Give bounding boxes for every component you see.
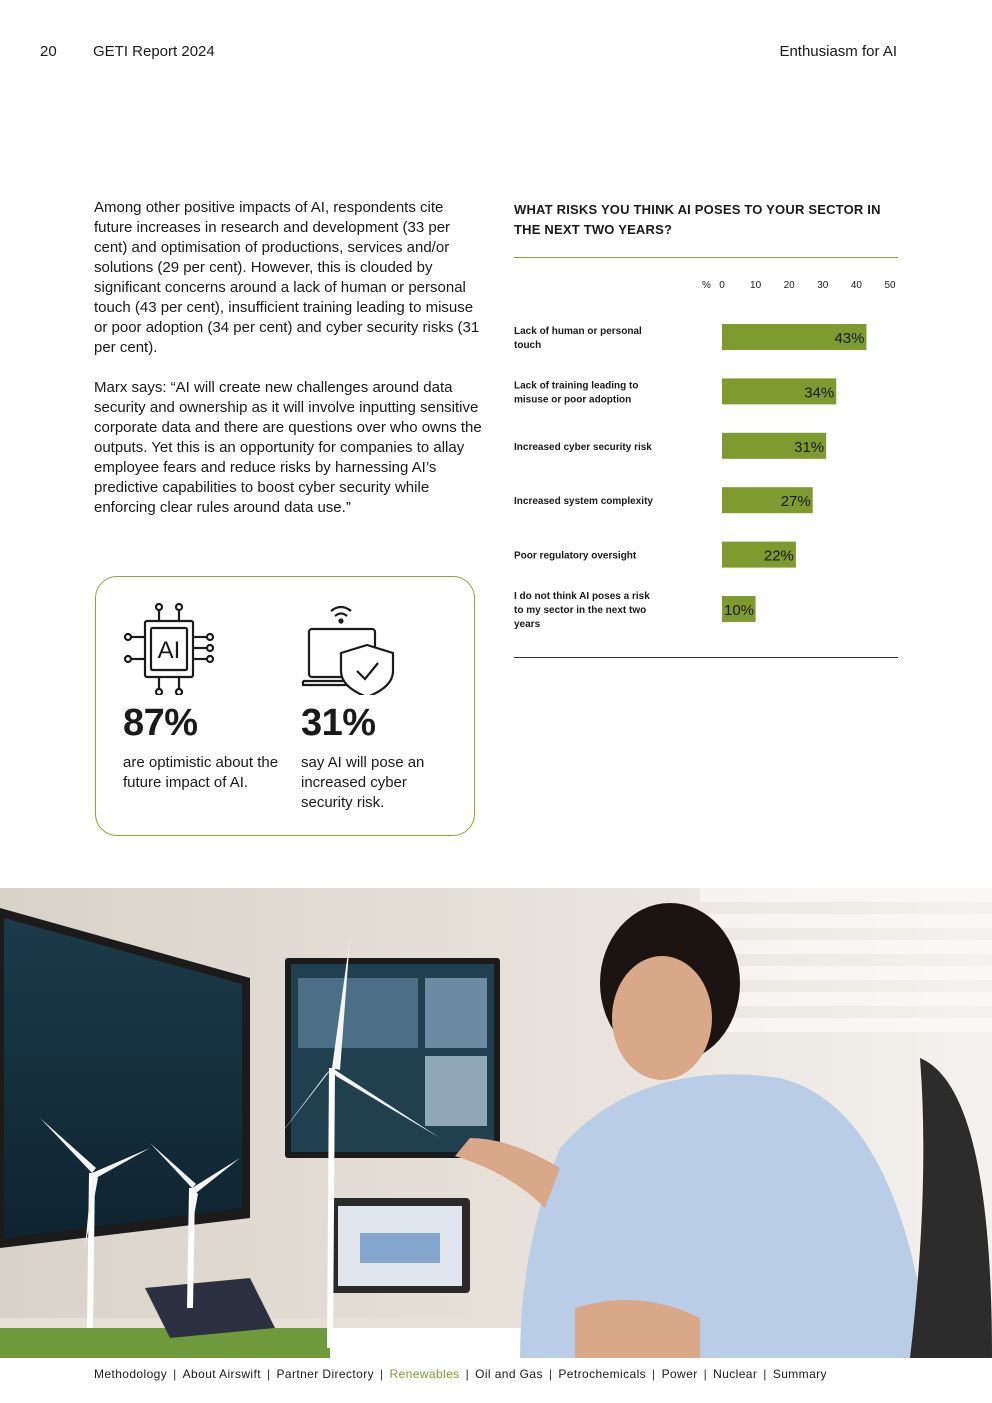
stat-value: 31% <box>301 702 376 744</box>
category-label: Increased system complexity <box>514 496 653 508</box>
data-label: 22% <box>763 547 794 565</box>
stat-value: 87% <box>123 702 198 744</box>
x-tick-label: 0 <box>719 280 725 291</box>
footer-link-nuclear[interactable]: Nuclear <box>713 1367 758 1381</box>
x-tick-label: 20 <box>783 280 795 291</box>
footer-link-about-airswift[interactable]: About Airswift <box>182 1367 261 1381</box>
footer-separator: | <box>652 1367 656 1381</box>
footer-separator: | <box>703 1367 708 1381</box>
photo-man-with-wind-turbine-models <box>0 888 992 1358</box>
category-label: Increased cyber security risk <box>514 441 652 453</box>
stat-cyber-risk <box>301 603 461 813</box>
quote-paragraph: Marx says: “AI will create new challenges around data security and ownership as it will involve inputting sensitive corporate data and there are questions over who owns the outputs. Yet this is an opportunity for companies to allay employee fears and reduce risks by harnessing AI’s predictive capabilities to boost cyber security while enforcing clear rules around data use.” <box>94 379 482 516</box>
footer-separator: | <box>548 1367 553 1381</box>
chart-bottom-rule <box>514 657 898 658</box>
footer-nav <box>94 1367 898 1381</box>
laptop-shield-icon <box>301 603 401 695</box>
report-title: GETI Report 2024 <box>93 43 215 60</box>
axis-unit-label: % <box>702 280 711 291</box>
category-label: Lack of training leading to misuse or poor adoption <box>514 380 639 406</box>
page-header <box>40 43 897 63</box>
risk-bar-chart <box>514 200 898 630</box>
footer-link-partner-directory[interactable]: Partner Directory <box>276 1367 374 1381</box>
stat-description: are optimistic about the future impact of AI. <box>123 754 279 791</box>
svg-text:AI: AI <box>157 637 181 664</box>
body-text <box>94 198 482 538</box>
footer-link-methodology[interactable]: Methodology <box>94 1367 168 1381</box>
x-tick-label: 50 <box>884 280 896 291</box>
footer-link-power[interactable]: Power <box>661 1367 698 1381</box>
footer-separator: | <box>380 1367 384 1381</box>
stat-optimistic <box>123 603 283 793</box>
chart-title: WHAT RISKS YOU THINK AI POSES TO YOUR SECTOR IN THE NEXT TWO YEARS? <box>514 202 881 237</box>
category-label: I do not think AI poses a risk to my sector in the next two years <box>514 591 650 630</box>
photo-illustration <box>0 888 992 1358</box>
footer-link-oil-and-gas[interactable]: Oil and Gas <box>475 1367 543 1381</box>
stat-description: say AI will pose an increased cyber security risk. <box>301 754 425 811</box>
x-tick-label: 10 <box>750 280 762 291</box>
x-tick-label: 40 <box>850 280 862 291</box>
stats-card <box>95 576 475 836</box>
ai-chip-icon <box>123 603 223 695</box>
data-label: 34% <box>804 384 835 402</box>
data-label: 43% <box>834 330 865 347</box>
page-number: 20 <box>40 43 57 60</box>
section-title: Enthusiasm for AI <box>779 43 897 60</box>
data-label: 27% <box>780 493 811 511</box>
data-label: 31% <box>794 438 825 456</box>
footer-separator: | <box>266 1367 271 1381</box>
data-label: 10% <box>724 602 755 619</box>
footer-separator: | <box>465 1367 470 1381</box>
footer-separator: | <box>763 1367 767 1381</box>
footer-link-petrochemicals[interactable]: Petrochemicals <box>558 1367 647 1381</box>
chart-plot <box>514 200 898 660</box>
category-label: Lack of human or personal touch <box>514 326 642 351</box>
paragraph: Among other positive impacts of AI, respondents cite future increases in research and development (33 per cent) and optimisation of productions, services and/or solutions (29 per cent). However, this is clouded by significant concerns around a lack of human or personal touch (43 per cent), insufficient training leading to misuse or poor adoption (34 per cent) and cyber security risks (31 per cent). <box>94 199 480 356</box>
x-tick-label: 30 <box>817 280 829 291</box>
footer-link-renewables[interactable]: Renewables <box>389 1367 460 1381</box>
footer-link-summary[interactable]: Summary <box>772 1367 827 1381</box>
category-label: Poor regulatory oversight <box>514 550 637 562</box>
footer-separator: | <box>173 1367 177 1381</box>
